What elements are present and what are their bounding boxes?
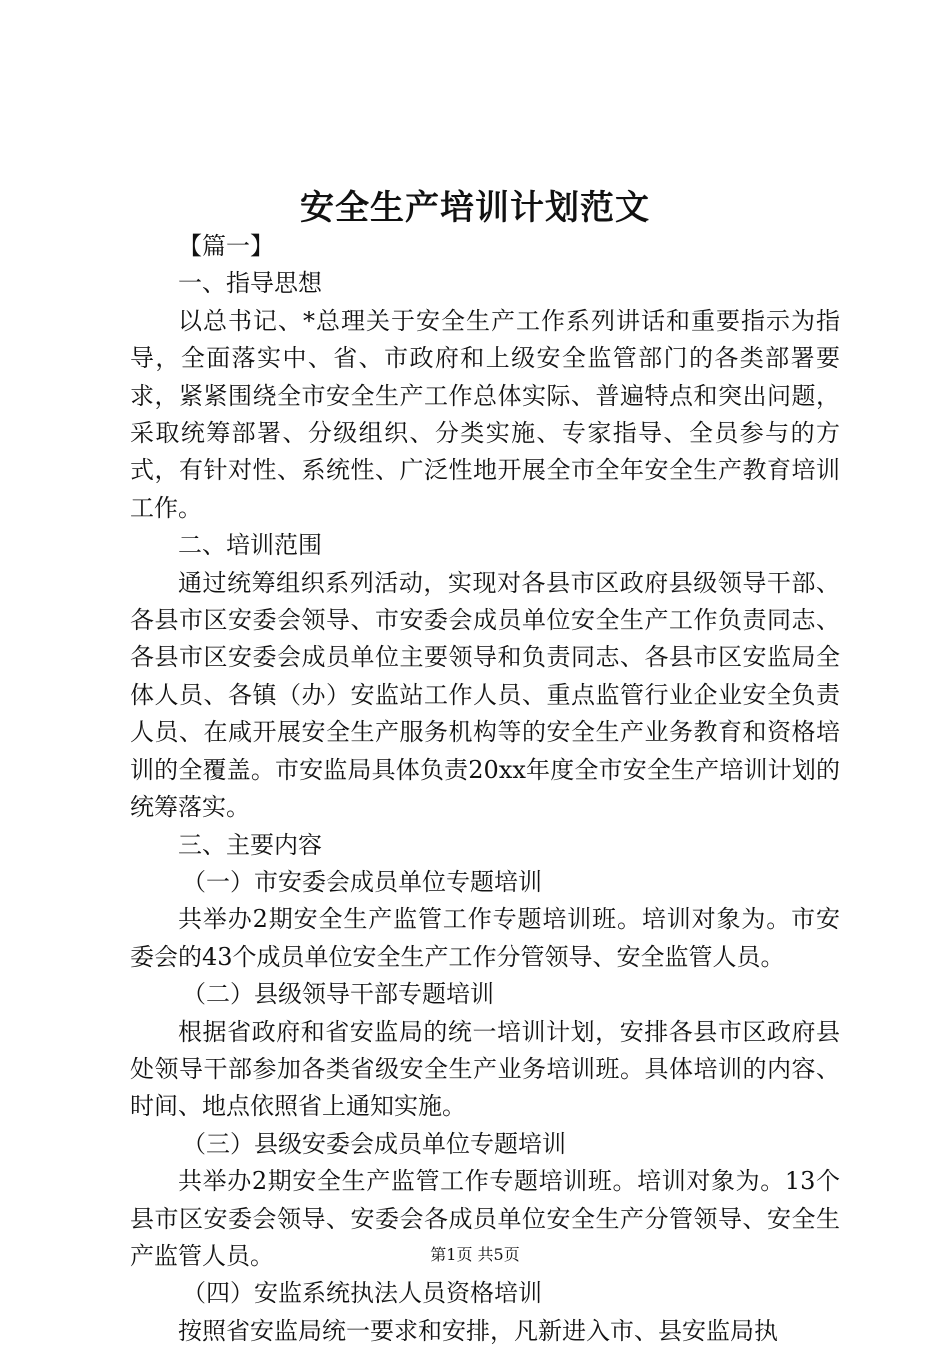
paragraph-training-scope: 通过统筹组织系列活动，实现对各县市区政府县级领导干部、各县市区安委会领导、市安委会成员单位安全生产工作负责同志、各县市区安委会成员单位主要领导和负责同志、各县市区安监局全体人员、各镇（办）安监站工作人员、重点监管行业企业安全负责人员、在咸开展安全生产服务机构等的安全生产业务教育和资格培训的全覆盖。市安监局具体负责20xx年度全市安全生产培训计划的统筹落实。	[130, 568, 840, 822]
page-footer: 第1页 共5页	[430, 1245, 520, 1264]
paragraph-guiding-ideology: 以总书记、*总理关于安全生产工作系列讲话和重要指示为指导，全面落实中、省、市政府和上级安全监管部门的各类部署要求，紧紧围绕全市安全生产工作总体实际、普遍特点和突出问题，采取统筹部署、分级组织、分类实施、专家指导、全员参与的方式，有针对性、系统性、广泛性地开展全市全年安全生产教育培训工作。	[130, 306, 840, 522]
subheading-county-leader-training: （二）县级领导干部专题培训	[182, 980, 494, 1009]
document-body	[130, 228, 840, 1350]
section-label: 【篇一】	[178, 232, 274, 260]
heading-main-content: 三、主要内容	[178, 830, 322, 859]
subheading-city-committee-training: （一）市安委会成员单位专题培训	[182, 867, 542, 896]
paragraph-county-leader-training: 根据省政府和省安监局的统一培训计划，安排各县市区政府县处领导干部参加各类省级安全生产业务培训班。具体培训的内容、时间、地点依照省上通知实施。	[130, 1017, 840, 1121]
heading-guiding-ideology: 一、指导思想	[178, 269, 322, 298]
subheading-enforcement-qualification-training: （四）安监系统执法人员资格培训	[182, 1279, 542, 1308]
heading-training-scope: 二、培训范围	[178, 531, 322, 560]
paragraph-county-committee-training: 共举办2期安全生产监管工作专题培训班。培训对象为。13个县市区安委会领导、安委会各成员单位安全生产分管领导、安全生产监管人员。	[130, 1167, 840, 1270]
paragraph-city-committee-training: 共举办2期安全生产监管工作专题培训班。培训对象为。市安委会的43个成员单位安全生产工作分管领导、安全监管人员。	[130, 905, 840, 971]
paragraph-enforcement-qualification-training: 按照省安监局统一要求和安排，凡新进入市、县安监局执	[178, 1316, 778, 1345]
subheading-county-committee-training: （三）县级安委会成员单位专题培训	[182, 1129, 566, 1158]
document-title: 安全生产培训计划范文	[300, 188, 650, 228]
